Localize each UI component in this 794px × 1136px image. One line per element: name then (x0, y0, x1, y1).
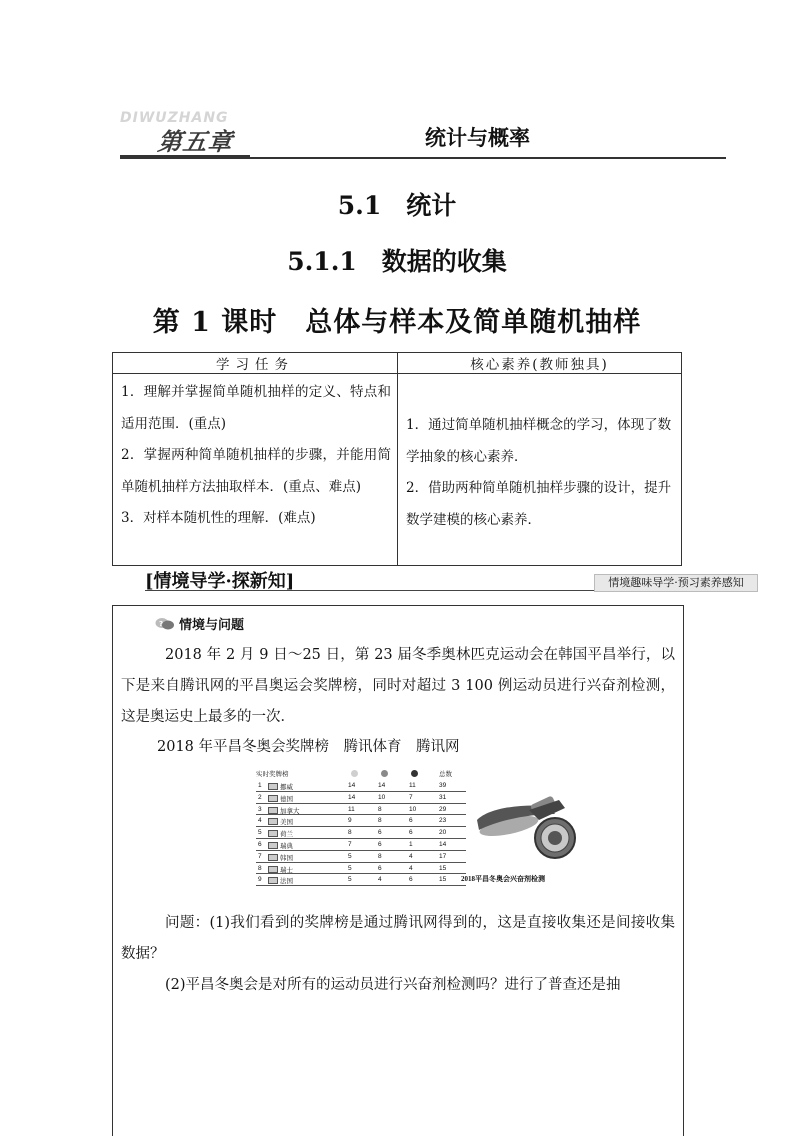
scenario-box (112, 605, 684, 1136)
bronze-count: 4 (409, 864, 413, 872)
bronze-count: 6 (409, 829, 413, 837)
literacy-header: 核心素养(教师独具) (398, 353, 682, 374)
total-count: 17 (439, 852, 447, 860)
literacy-item: 1．通过简单随机抽样概念的学习，体现了数学抽象的核心素养． (406, 417, 672, 465)
silver-count: 4 (378, 876, 382, 884)
country-flag (268, 830, 278, 837)
chapter-number: 第五章 (156, 128, 235, 156)
chapter-title: 统计与概率 (425, 125, 530, 150)
scenario-source: 2018 年平昌冬奥会奖牌榜 腾讯体育 腾讯网 (157, 739, 460, 755)
total-count: 23 (439, 817, 447, 825)
country-cell: 德国 (280, 795, 293, 803)
country-flag (268, 807, 278, 814)
country-cell: 荷兰 (280, 831, 293, 839)
country-flag (268, 783, 278, 790)
doping-image-caption: 2018平昌冬奥会兴奋剂检测 (461, 875, 545, 883)
silver-count: 10 (378, 793, 386, 801)
country-flag (268, 842, 278, 849)
scenario-intro: 2018 年 2 月 9 日～25 日，第 23 届冬季奥林匹克运动会在韩国平昌举行，以下是来自腾讯网的平昌奥运会奖牌榜，同时对超过 3 100 例运动员进行兴奋剂检测，这是奥运史上最多的一次． (121, 647, 675, 725)
silver-count: 6 (378, 864, 382, 872)
country-flag (268, 795, 278, 802)
chapter-header (120, 108, 726, 160)
silver-count: 14 (378, 782, 386, 789)
total-label: 总数 (439, 771, 452, 778)
gold-count: 5 (348, 876, 352, 884)
medal-table-row (256, 815, 466, 827)
tasks-cell (113, 374, 398, 566)
gold-count: 8 (348, 829, 352, 837)
task-item: 2．掌握两种简单随机抽样的步骤，并能用简单随机抽样方法抽取样本．(重点、难点) (121, 447, 391, 495)
doping-test-image (469, 790, 589, 876)
rank-cell: 9 (258, 876, 262, 884)
silver-count: 6 (378, 829, 382, 837)
bronze-count: 6 (409, 876, 413, 884)
country-cell: 加拿大 (280, 807, 300, 815)
medal-table-title: 实时奖牌榜 (256, 771, 289, 778)
gold-count: 14 (348, 782, 356, 789)
section-banner-title: [情境导学·探新知] (145, 571, 295, 592)
header-rule-bold (120, 155, 250, 159)
total-count: 15 (439, 876, 447, 884)
medal-table-header (256, 766, 466, 780)
bronze-count: 4 (409, 852, 413, 860)
country-cell: 韩国 (280, 854, 293, 862)
gold-count: 9 (348, 817, 352, 825)
medal-table-row (256, 851, 466, 863)
total-count: 14 (439, 840, 447, 848)
lesson-heading: 第 1 课时 总体与样本及简单随机抽样 (152, 307, 642, 338)
medal-table (256, 766, 466, 886)
question-2: (2)平昌冬奥会是对所有的运动员进行兴奋剂检测吗？进行了普查还是抽 (165, 977, 621, 993)
banner-rule (145, 590, 595, 591)
total-count: 39 (439, 782, 447, 789)
medal-table-row (256, 780, 466, 792)
medal-table-row (256, 804, 466, 816)
silver-count: 8 (378, 852, 382, 860)
task-item: 1．理解并掌握简单随机抽样的定义、特点和适用范围．(重点) (121, 384, 391, 432)
literacy-cell (398, 374, 682, 566)
gold-count: 11 (348, 805, 355, 813)
total-count: 29 (439, 805, 447, 813)
bronze-medal-icon (411, 770, 418, 777)
bronze-count: 10 (409, 805, 417, 813)
gold-count: 5 (348, 852, 352, 860)
country-flag (268, 877, 278, 884)
gold-count: 5 (348, 864, 352, 872)
section-banner-tag: 情境趣味导学·预习素养感知 (594, 574, 758, 592)
dialogue-icon (155, 617, 175, 631)
gold-count: 7 (348, 840, 352, 848)
country-cell: 法国 (280, 878, 293, 886)
scenario-label (155, 614, 244, 633)
subsection-heading: 5.1.1 数据的收集 (287, 247, 507, 276)
rank-cell: 4 (258, 817, 262, 825)
country-cell: 瑞士 (280, 866, 293, 874)
silver-count: 6 (378, 840, 382, 848)
svg-text:?: ? (159, 620, 164, 628)
medal-table-row (256, 839, 466, 851)
rank-cell: 5 (258, 829, 262, 837)
rank-cell: 8 (258, 864, 262, 872)
question-1: 问题：(1)我们看到的奖牌榜是通过腾讯网得到的，这是直接收集还是间接收集数据？ (121, 915, 675, 962)
total-count: 31 (439, 793, 447, 801)
rank-cell: 7 (258, 852, 262, 860)
literacy-item: 2．借助两种简单随机抽样步骤的设计，提升数学建模的核心素养． (406, 480, 672, 528)
medal-table-row (256, 792, 466, 804)
task-item: 3．对样本随机性的理解．(难点) (121, 510, 316, 526)
scenario-label-text: 情境与问题 (179, 618, 245, 633)
country-cell: 瑞典 (280, 842, 293, 850)
country-cell: 挪威 (280, 784, 293, 791)
silver-count: 8 (378, 817, 382, 825)
rank-cell: 1 (258, 782, 262, 789)
country-flag (268, 866, 278, 873)
section-heading: 5.1 统计 (337, 191, 457, 220)
chapter-latin: DIWUZHANG (120, 110, 229, 126)
rank-cell: 2 (258, 793, 262, 801)
country-cell: 美国 (280, 819, 293, 827)
bronze-count: 7 (409, 793, 413, 801)
bronze-count: 6 (409, 817, 413, 825)
medal-table-row (256, 874, 466, 886)
total-count: 20 (439, 829, 447, 837)
tasks-header: 学习任务 (113, 353, 398, 374)
bronze-count: 11 (409, 782, 416, 789)
silver-medal-icon (381, 770, 388, 777)
country-flag (268, 818, 278, 825)
gold-medal-icon (351, 770, 358, 777)
rank-cell: 3 (258, 805, 262, 813)
rank-cell: 6 (258, 840, 262, 848)
bronze-count: 1 (409, 840, 413, 848)
silver-count: 8 (378, 805, 382, 813)
gold-count: 14 (348, 793, 356, 801)
total-count: 15 (439, 864, 447, 872)
medal-table-row (256, 827, 466, 839)
country-flag (268, 854, 278, 861)
medal-table-row (256, 863, 466, 875)
objectives-table (112, 352, 682, 566)
